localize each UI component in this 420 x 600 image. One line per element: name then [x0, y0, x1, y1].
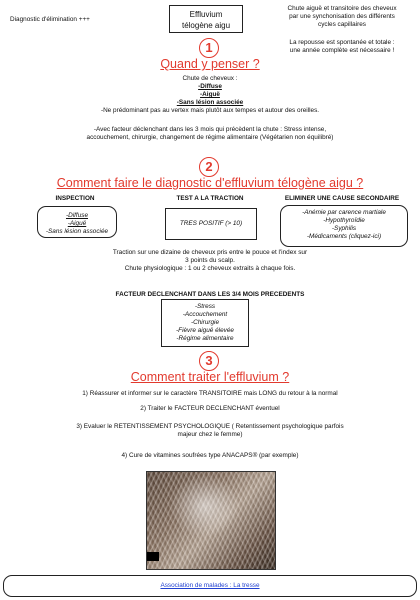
section-2-heading: Comment faire le diagnostic d'effluvium télogène aigu ?	[56, 176, 364, 190]
title-box	[169, 5, 243, 33]
cause-item: -Hypothyroïdie	[323, 217, 365, 224]
factor-item: -Chirurgie	[190, 319, 220, 326]
traction-line: 3 points du scalp.	[185, 257, 235, 264]
definition-line: cycles capillaires	[318, 21, 366, 28]
title-line-2: télogène aigu	[181, 21, 231, 30]
traction-line: Traction sur une dizaine de cheveux pris entre le pouce et l'index sur	[112, 249, 308, 256]
treatment-3-line: 3) Evaluer le RETENTISSEMENT PSYCHOLOGIQUE ( Retentissement psychologique parfois	[76, 423, 344, 430]
elimination-label: Diagnostic d'élimination +++	[10, 16, 90, 23]
definition-line: Chute aiguë et transitoire des cheveux	[287, 5, 397, 12]
trigger-factors-box	[161, 299, 249, 347]
traction-explanation	[60, 249, 360, 273]
traction-result-box: TRES POSITIF (> 10)	[165, 208, 257, 240]
section-1-trigger	[20, 126, 400, 142]
symptom-diffuse: -Diffuse	[198, 83, 222, 90]
regrowth-line: une année complète est nécessaire !	[289, 47, 395, 54]
factor-item: -Régime alimentaire	[176, 335, 234, 342]
definition-text	[270, 5, 414, 29]
symptom-no-lesion: -Sans lésion associée	[176, 99, 244, 106]
section-3-heading: Comment traiter l'effluvium ?	[130, 370, 290, 384]
symptom-acute: -Aiguë	[200, 91, 220, 98]
step-1-circle: 1	[199, 38, 219, 58]
redaction-block	[147, 552, 159, 561]
footer-content	[4, 576, 416, 590]
treatment-3-line: majeur chez le femme)	[177, 431, 243, 438]
traction-line: Chute physiologique : 1 ou 2 cheveux extraits à chaque fois.	[124, 265, 296, 272]
cause-item-medications[interactable]: -Médicaments (cliquez-ici)	[306, 233, 382, 240]
regrowth-text	[270, 39, 414, 55]
title-line-1: Effluvium	[189, 10, 223, 19]
treatment-3	[20, 423, 400, 439]
section-1-heading: Quand y penser ?	[160, 57, 260, 71]
symptom-location: -Ne prédominant pas au vertex mais plutôt aux tempes et autour des oreilles.	[100, 107, 320, 114]
scalp-photo	[146, 471, 276, 570]
trigger-factors-title: FACTEUR DECLENCHANT DANS LES 3/4 MOIS PRECEDENTS	[115, 291, 305, 298]
footer-box	[3, 575, 417, 597]
trigger-line: -Avec facteur déclenchant dans les 3 mois qui précèdent la chute : Stress intense,	[93, 126, 327, 133]
step-3-circle: 3	[199, 351, 219, 371]
inspection-box	[37, 206, 117, 238]
section-1-body	[20, 75, 400, 115]
inspection-title: INSPECTION	[55, 195, 95, 202]
cause-item: -Anémie par carence martiale	[302, 209, 386, 216]
treatment-1: 1) Réassurer et informer sur le caractère TRANSITOIRE mais LONG du retour à la normal	[82, 390, 338, 397]
inspection-item: -Diffuse	[65, 212, 89, 219]
treatment-2: 2) Traiter le FACTEUR DECLENCHANT éventuel	[140, 405, 280, 412]
factor-item: -Stress	[194, 303, 216, 310]
factor-item: -Fièvre aiguë élevée	[176, 327, 234, 334]
treatment-4: 4) Cure de vitamines soufrées type ANACAPS® (par exemple)	[121, 452, 299, 459]
factor-item: -Accouchement	[182, 311, 228, 318]
secondary-cause-box	[280, 205, 408, 247]
patient-association-link[interactable]: Association de malades : La tresse	[160, 582, 260, 589]
symptom-intro: Chute de cheveux :	[182, 75, 238, 82]
inspection-item: -Aiguë	[67, 220, 87, 227]
inspection-item: -Sans lésion associée	[45, 228, 109, 235]
traction-test-title: TEST A LA TRACTION	[176, 195, 244, 202]
cause-item: -Syphilis	[331, 225, 357, 232]
definition-line: par une synchonisation des différents	[289, 13, 395, 20]
secondary-cause-title: ELIMINER UNE CAUSE SECONDAIRE	[284, 195, 400, 202]
regrowth-line: La repousse est spontanée et totale :	[289, 39, 395, 46]
trigger-line: accouchement, chirurgie, changement de régime alimentaire (Végétarien non équilibré)	[86, 134, 334, 141]
step-2-circle: 2	[199, 157, 219, 177]
